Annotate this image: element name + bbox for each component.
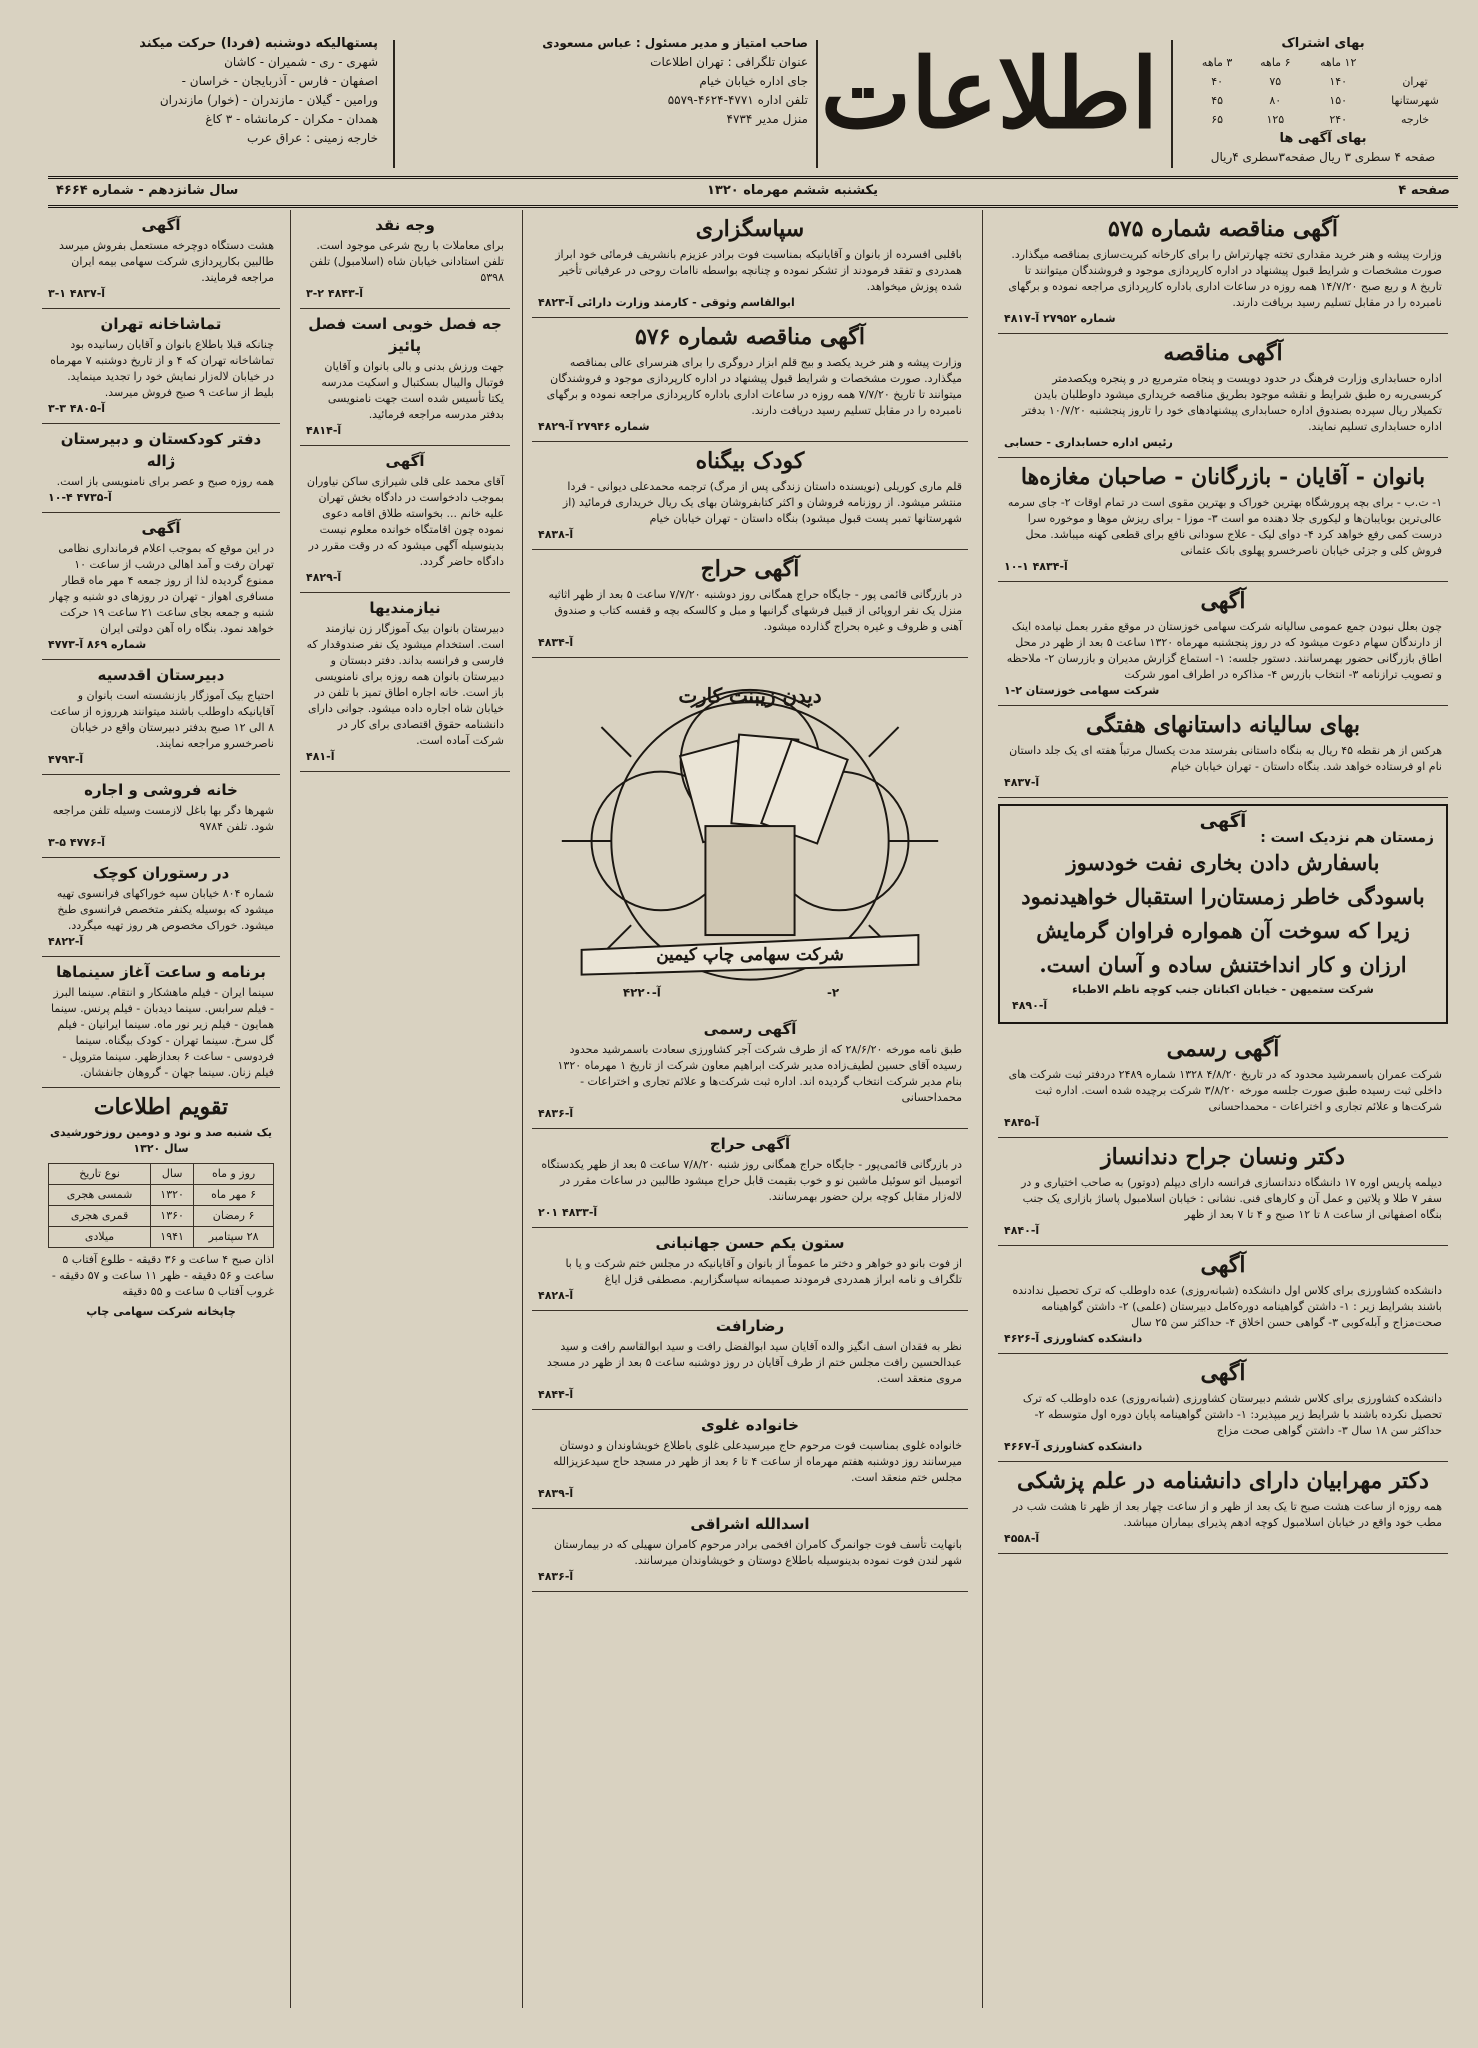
subscription-cell: ۳ ماهه bbox=[1201, 56, 1233, 69]
art-ref2: ۲- bbox=[826, 985, 840, 1000]
subscription-cell: ۶۵ bbox=[1211, 113, 1224, 126]
calendar-cell: ۱۳۶۰ bbox=[151, 1206, 194, 1227]
calendar-cell: قمری هجری bbox=[49, 1206, 151, 1227]
ad-text: ۱- ت.ب - برای بچه پرورشگاه بهترین خوراک و بهترین مقوی است در تمام اوقات ۲- جای سرمه عالی‌ترین بوبایبان‌ها و لیکوری جلا دهنده مو است ۳- موزا - برای ریزش موها و موخوره سرا درست کمی رفع خواهد کرد ۴- دوای لیک - علاج سودانی نافع برای قطعی کهنه میباشد. محل فروش کلی و جزئی خیابان ناصرخسرو پهلوی بانک عثمانی bbox=[1007, 496, 1442, 557]
heater-ad-footer: شرکت ستمیهن - خیابان اکباتان جنب کوچه ناظم الاطباء bbox=[1072, 983, 1374, 996]
ad-block bbox=[998, 1462, 1448, 1554]
ad-ref: آ-۴۸۳۶ bbox=[538, 1107, 574, 1120]
ad-title: دفتر کودکستان و دبیرستان ژاله bbox=[60, 430, 262, 470]
ad-text: آقای محمد علی قلی شیرازی ساکن نیاوران بموجب دادخواست در دادگاه بخش تهران علیه خانم ... بخواسته طلاق اقامه دعوی نموده چون اقامتگاه خوانده معلوم نیست بدینوسیله آگهی میشود که در وقت مقرر در دادگاه حاضر گردد. bbox=[306, 475, 504, 568]
column-c-ads bbox=[300, 210, 510, 772]
column-d bbox=[42, 210, 280, 2008]
ad-block bbox=[42, 424, 280, 513]
ad-title: آگهی مناقصه شماره ۵۷۵ bbox=[1107, 216, 1338, 242]
calendar-header: سال bbox=[151, 1164, 194, 1185]
heater-ad bbox=[998, 804, 1448, 1024]
ad-text: هرکس از هر نقطه ۴۵ ریال به بنگاه داستانی بفرستد مدت یکسال مرتباً هفته ای یک جلد داستان نام او فرستاده خواهد شد. بنگاه داستان - تهران خیابان خیام bbox=[1009, 744, 1442, 773]
subscription-cell: ۶ ماهه bbox=[1260, 56, 1291, 69]
ad-block bbox=[998, 582, 1448, 706]
ad-text: باقلبی افسرده از بانوان و آقایانیکه بمناسبت فوت برادر عزیزم بانشریف فرمائی خود ابراز همدردی و تفقد فرمودند از تشکر نموده و چنانچه بواسطه ناامات روحی در عرفیانی تأخیر شده پوزش میخواهد. bbox=[555, 248, 962, 293]
art-ref: آ-۴۲۲۰ bbox=[622, 985, 661, 1000]
ad-block bbox=[532, 1014, 968, 1129]
ad-text: هشت دستگاه دوچرخه مستعمل بفروش میرسد طالبین بکارپردازی شرکت سهامی بیمه ایران مراجعه فرمایند. bbox=[58, 239, 274, 284]
ad-block bbox=[532, 210, 968, 318]
ad-text: دیپلمه پاریس اوره ۱۷ دانشگاه دندانسازی فرانسه دارای دیپلم (دوتور) به صاحب اختیاری و در سفر ۷ طلا و پلاتین و عمل آن و کارهای فنی. نشانی : خیابان اسلامبول پاساژ بازاری یک جنب بنگاه اصفهانی از ساعت ۸ تا ۱۲ صبح و ۴ تا ۷ بعد از ظهر bbox=[1021, 1176, 1442, 1221]
ad-title: رضارافت bbox=[715, 1317, 785, 1335]
ad-block bbox=[300, 309, 510, 446]
ad-block bbox=[42, 513, 280, 660]
ad-title: آگهی رسمی bbox=[703, 1020, 797, 1038]
calendar-cell: میلادی bbox=[49, 1227, 151, 1248]
heater-ad-lines bbox=[1012, 846, 1434, 982]
ad-title: در رستوران کوچک bbox=[92, 864, 230, 882]
newspaper-logo bbox=[820, 34, 1158, 174]
admin-line: تلفن اداره ۴۷۷۱-۴۶۲۴-۵۵۷۹ bbox=[667, 93, 808, 107]
ad-block bbox=[300, 446, 510, 593]
ad-text: قلم ماری کوریلی (نویسنده داستان زندگی پس از مرگ) ترجمه محمدعلی دیوانی - فردا منتشر میشود. از روزنامه فروشان و اکثر کتابفروشان بهای یک ریال خریداری فرمائید (از شهرستانها تمبر پست قبول میشود) بنگاه داستان - تهران خیابان خیام bbox=[562, 480, 962, 525]
heater-ad-lead: زمستان هم نزدیک است : bbox=[1260, 830, 1434, 846]
ad-title: دکتر مهرابیان دارای دانشنامه در علم پزشکی bbox=[1017, 1468, 1429, 1494]
ad-title: وجه نقد bbox=[375, 216, 435, 234]
ad-text: برای معاملات با ربح شرعی موجود است. تلفن استادانی خیابان شاه (اسلامبول) تلفن ۵۳۹۸ bbox=[309, 239, 504, 284]
ad-block bbox=[42, 858, 280, 957]
ad-title: بانوان - آقایان - بازرگانان - صاحبان مغازه‌ها bbox=[1020, 464, 1426, 490]
ad-ref: آ-۴۸۳۷ bbox=[1004, 776, 1040, 789]
calendar-header-row bbox=[49, 1164, 274, 1185]
ad-block bbox=[532, 1509, 968, 1592]
ad-title: دبیرستان اقدسیه bbox=[97, 666, 225, 684]
calendar-times: اذان صبح ۴ ساعت و ۳۶ دقیقه - طلوع آفتاب ۵ ساعت و ۵۶ دقیقه - ظهر ۱۱ ساعت و ۵۷ دقیقه - غروب آفتاب ۵ ساعت و ۵۵ دقیقه bbox=[51, 1253, 274, 1298]
ad-text: شماره ۸۰۴ خیابان سپه خوراکهای فرانسوی تهیه میشود که بوسیله یکنفر متخصص فرانسوی طبخ میشود. خوراک مخصوص هر روز تهیه میگردد. bbox=[56, 887, 274, 932]
column-a bbox=[998, 210, 1448, 2008]
subscription-cell: ۲۴۰ bbox=[1329, 113, 1348, 126]
issue-number: سال شانزدهم - شماره ۴۶۶۴ bbox=[56, 183, 239, 198]
calendar-cell: ۲۸ سپتامبر bbox=[194, 1227, 274, 1248]
column-b-ads bbox=[532, 210, 968, 658]
subscription-row bbox=[1188, 110, 1458, 129]
masthead-divider bbox=[816, 40, 818, 168]
ad-text: نظر به فقدان اسف انگیز والده آقایان سید ابوالفضل رافت و سید ابوالقاسم رافت و سید عبدالحسین رافت مجلس ختم از طرف آقایان در روز دوشنبه ساعت ۵ بعد از ظهر در مسجد مروی منعقد است. bbox=[546, 1340, 962, 1385]
column-rule bbox=[982, 210, 983, 2008]
ad-title: برنامه و ساعت آغاز سینماها bbox=[56, 963, 266, 981]
ad-ref: آ-۴۸۰۵ ۳-۳ bbox=[48, 402, 106, 415]
art-bottom-text: شرکت سهامی چاپ کیمین bbox=[656, 943, 844, 964]
playing-card-back bbox=[705, 826, 794, 935]
ad-text: اداره حسابداری وزارت فرهنگ در حدود دویست و پنجاه مترمربع در و پنجره ویکصدمتر کربسی‌ربه ره طبق شرایط و نقشه موجود بطریق مناقصه خریداری میشود داوطلبان بایدن تکمیلار ریال سپرده بصندوق اداره حسابداری پیشنهادهای خود را تاروز پنجشنبه ۱۰/۷/۲۰ بدفتر اداره حسابداری تسلیم نمایند. bbox=[1021, 372, 1442, 433]
subscription-table bbox=[1188, 53, 1458, 129]
ad-title: آگهی bbox=[1200, 1252, 1246, 1278]
ad-block bbox=[532, 1228, 968, 1311]
column-rule bbox=[290, 210, 291, 2008]
playing-cards-illustration bbox=[542, 666, 958, 1006]
ad-title: خانواده غلوی bbox=[701, 1416, 799, 1434]
ad-ref: شماره ۲۷۹۵۲ آ-۴۸۱۷ bbox=[1004, 312, 1116, 325]
subscription-cell: ۱۴۰ bbox=[1329, 75, 1348, 88]
ad-title: دکتر ونسان جراح دندانساز bbox=[1101, 1144, 1345, 1170]
ad-text: طبق نامه مورخه ۲۸/۶/۲۰ که از طرف شرکت آجر کشاورزی سعادت باسمرشید محدود رسیده آقای حسین لطیف‌زاده مدیر شرکت ابراهیم معاون شرکت از تاریخ ۱ مهرماه ۱۳۲۰ بنام مدیر شرکت انتخاب گردیده اند. اداره ثبت شرکت‌ها و علائم تجاری و اختراعات - محمداحسانی bbox=[557, 1043, 962, 1104]
masthead-divider bbox=[393, 40, 395, 168]
ad-ref: آ-۴۵۵۸ bbox=[1004, 1532, 1040, 1545]
heater-ad-ref: آ-۴۸۹۰ bbox=[1012, 999, 1048, 1012]
subscription-cell: ۴۵ bbox=[1211, 94, 1224, 107]
ad-ref: شرکت سهامی خوزستان ۲-۱ bbox=[1004, 684, 1160, 697]
ad-text: جهت ورزش بدنی و بالی بانوان و آقایان فوتبال والیبال بسکتبال و اسکیت مدرسه یکتا تأسیس شده است جهت نامنویسی بدفتر مدرسه مراجعه فرمائید. bbox=[321, 360, 504, 421]
masthead-divider bbox=[1171, 40, 1173, 168]
subscription-title: بهای اشتراک bbox=[1281, 36, 1365, 51]
column-c bbox=[300, 210, 510, 2008]
subscription-cell bbox=[1372, 53, 1458, 72]
ad-title: آگهی bbox=[1200, 588, 1246, 614]
ad-text: همه روزه از ساعت هشت صبح تا یک بعد از ظهر و از ساعت چهار بعد از ظهر تا هشت شب در مطب خود واقع در خیابان اسلامبول کوچه ادهم پذیرای بیماران میباشد. bbox=[1013, 1500, 1442, 1529]
calendar-cell: شمسی هجری bbox=[49, 1185, 151, 1206]
mail-line: همدان - مکران - کرمانشاه - ۳ کاغ bbox=[205, 112, 378, 126]
calendar-header: نوع تاریخ bbox=[49, 1164, 151, 1185]
ad-ref: آ-۴۸۲۲ bbox=[48, 935, 84, 948]
ad-title: آگهی bbox=[141, 519, 181, 537]
ad-text: دانشکده کشاورزی برای کلاس اول دانشکده (شبانه‌روزی) عده داوطلب که ترک تحصیل ندادنده باشند بشرایط زیر : ۱- داشتن گواهینامه دوره‌کامل دبیرستان (علمی) ۲- داشتن گواهینامه صحت‌مزاج و آبله‌کوبی ۳- گواهی حسن اخلاق ۴- حداکثر سن ۲۵ سال bbox=[1012, 1284, 1442, 1329]
ad-text: شهرها دگر بها باغل لازمست وسیله تلفن مراجعه شود. تلفن ۹۷۸۴ bbox=[52, 804, 274, 833]
ad-ref: آ-۴۸۳۳ ۲۰۱ bbox=[538, 1206, 598, 1219]
ad-text: همه روزه صبح و عصر برای نامنویسی باز است. bbox=[56, 475, 274, 488]
ad-ref: آ-۴۸۳۸ bbox=[538, 528, 574, 541]
ad-title: آگهی رسمی bbox=[1166, 1036, 1280, 1062]
mail-line: خارجه زمینی : عراق عرب bbox=[247, 131, 378, 145]
subscription-cell: ۱۵۰ bbox=[1329, 94, 1348, 107]
column-rule bbox=[522, 210, 523, 2008]
ad-ref: آ-۴۸۱۴ bbox=[306, 424, 342, 437]
ad-text: احتیاج بیک آموزگار بازنشسته است بانوان و آقایانیکه داوطلب باشند میتوانند هرروزه از ساعت ۸ الی ۱۲ صبح بدفتر دبیرستان واقع در خیابان ناصرخسرو مراجعه نمایند. bbox=[50, 689, 274, 750]
dateline bbox=[48, 176, 1458, 208]
calendar-box bbox=[42, 1088, 280, 1326]
ad-title: آگهی حراج bbox=[700, 556, 800, 582]
ad-text: در این موقع که بموجب اعلام فرمانداری نظامی تهران رفت و آمد اهالی درشب از ساعت ۱۰ ممنوع گردیده لذا از روز جمعه ۴ مهر ماه قطار مسافری اهواز - تهران در روزهای دو شنبه و چهار شنبه و جمعه بجای ساعت ۲۱ ساعت ۱۹ حرکت خواهد نمود. بنگاه راه آهن دولتی ایران bbox=[49, 542, 274, 635]
subscription-cell: ۸۰ bbox=[1269, 94, 1282, 107]
ad-text: دبیرستان بانوان بیک آموزگار زن نیازمند است. استخدام میشود یک نفر صندوقدار که فارسی و فرانسه بداند. دفتر دبستان و دبیرستان بانوان همه روزه برای نامنویسی باز است. خانه اجاره اطاق تمیز با تلفن در خیابان شاه اجاره داده میشود. جوانی دارای دانشنامه حقوق اقتصادی برای کار در شرکت آماده است. bbox=[306, 622, 504, 747]
mail-line: ورامین - گیلان - مازندران - (خوار) مازندران bbox=[159, 93, 378, 107]
ad-block bbox=[998, 1246, 1448, 1354]
ad-title: سپاسگزاری bbox=[695, 216, 805, 242]
ad-title: آگهی مناقصه شماره ۵۷۶ bbox=[634, 324, 865, 350]
ad-block bbox=[998, 458, 1448, 582]
mail-schedule bbox=[48, 34, 378, 174]
subscription-cell: تهران bbox=[1402, 75, 1428, 88]
ad-ref: دانشکده کشاورزی آ-۴۶۶۷ bbox=[1004, 1440, 1143, 1453]
ad-title: جه فصل خوبی است فصل پائیز bbox=[308, 315, 502, 355]
ad-block bbox=[300, 593, 510, 772]
subscription-row bbox=[1188, 53, 1458, 72]
heater-ad-title: آگهی bbox=[1199, 811, 1247, 832]
mail-line: اصفهان - فارس - آذربایجان - خراسان - bbox=[181, 74, 378, 88]
subscription-cell: ۱۲۵ bbox=[1266, 113, 1285, 126]
ad-block bbox=[532, 1410, 968, 1509]
ad-title: آگهی bbox=[141, 216, 181, 234]
ad-ref: آ-۴۸۱ bbox=[306, 750, 335, 763]
ad-ref: شماره ۸۶۹ آ-۴۷۷۳ bbox=[48, 638, 147, 651]
ad-block bbox=[532, 550, 968, 658]
heater-ad-line: ارزان و کار انداختنش ساده و آسان است. bbox=[1039, 952, 1407, 977]
calendar-row bbox=[49, 1227, 274, 1248]
ad-block bbox=[998, 1030, 1448, 1138]
calendar-cell: ۱۳۲۰ bbox=[151, 1185, 194, 1206]
ad-block bbox=[998, 1138, 1448, 1246]
subscription-cell: شهرستانها bbox=[1391, 94, 1439, 107]
ad-text: در بازرگانی قائمی پور - جایگاه حراج همگانی روز دوشنبه ۷/۷/۲۰ ساعت ۵ بعد از ظهر اثاثیه منزل یک نفر اروپائی از قبیل فرشهای گرانبها و مبل و کالسکه بچه و قفسه کتاب و صندوق آهنی و ظروف و غیره بحراج گذارده میشود. bbox=[548, 588, 962, 633]
ad-block bbox=[42, 309, 280, 424]
ad-block bbox=[532, 1311, 968, 1410]
page-number: صفحه ۴ bbox=[1398, 183, 1450, 198]
ad-block bbox=[998, 1354, 1448, 1462]
column-a-ads bbox=[998, 210, 1448, 798]
ad-text: خانواده غلوی بمناسبت فوت مرحوم حاج میرسیدعلی غلوی باطلاع خویشاوندان و دوستان میرسانند روز دوشنبه هفتم مهرماه از ساعت ۴ تا ۶ بعد از ظهر در مسجد حاج سیدعزیزالله مجلس ختم منعقد است. bbox=[553, 1439, 962, 1484]
art-top-text: دیدن زیبنت کارت bbox=[678, 683, 822, 708]
ad-ref: آ-۴۷۷۶ ۵-۳ bbox=[48, 836, 106, 849]
calendar-row bbox=[49, 1185, 274, 1206]
subscription-cell: خارجه bbox=[1400, 113, 1430, 126]
ad-text: در بازرگانی قائمی‌پور - جایگاه حراج همگانی روز شنبه ۷/۸/۲۰ ساعت ۵ بعد از ظهر یکدستگاه اتومبیل اتو سوئیل ماشین نو و خوب بقیمت قابل حراج میشود طالبین در ساعات مقرر در لاله‌زار مقابل کوچه برلن حضور بهمرسانند. bbox=[541, 1158, 962, 1203]
ad-title: نیازمندیها bbox=[369, 599, 441, 617]
heater-ad-line: زیرا که سوخت آن همواره فراوان گرمایش bbox=[1036, 918, 1410, 943]
ad-text: سینما ایران - فیلم ماهشکار و انتقام. سینما البرز - فیلم سرابس. سینما دیدبان - فیلم پرنس. سینما همایون - فیلم زیر نور ماه. سینما ایرانیان - فیلم گل سرخ. سینما تهران - کودک بیگناه. سینما فردوسی - ساعت ۶ بعدازظهر. سینما متروپل - فیلم زنان. سینما جهان - گروهان جانفشان. bbox=[51, 986, 274, 1079]
calendar-table bbox=[48, 1163, 274, 1248]
ad-text: وزارت پیشه و هنر خرید یکصد و بیج قلم ابزار دروگری را برای هنرسرای عالی بمناقصه میگذارد. صورت مشخصات و شرایط قبول پیشنهاد در اداره کارپردازی موجود و فروشندگان میتوانند تا تاریخ ۷/۷/۲۰ همه روزه در ساعات اداری باداره کارپردازی مراجعه نموده و برگهای نامبرده را در مقابل تسلیم رسید دریافت دارند. bbox=[546, 356, 962, 417]
ad-text: بانهایت تأسف فوت جوانمرگ کامران افخمی برادر مرحوم کامران سهیلی که در بیمارستان شهر لندن فوت نموده بدینوسیله باطلاع دوستان و خویشاوندان میرسانند. bbox=[554, 1538, 962, 1567]
ad-ref: شماره ۲۷۹۴۶ آ-۴۸۲۹ bbox=[538, 420, 650, 433]
ads-price-title: بهای آگهی ها bbox=[1279, 131, 1367, 146]
ad-title: ستون یکم حسن جهانبانی bbox=[655, 1234, 845, 1252]
admin-line: عنوان تلگرافی : تهران اطلاعات bbox=[650, 55, 808, 69]
subscription-cell: ۴۰ bbox=[1211, 75, 1224, 88]
ad-ref: ابوالقاسم وثوقی - کارمند وزارت دارائی آ-۴۸۲۳ bbox=[538, 296, 795, 309]
ad-block bbox=[42, 957, 280, 1088]
ad-block bbox=[42, 660, 280, 775]
calendar-header: روز و ماه bbox=[194, 1164, 274, 1185]
ad-ref: آ-۴۸۲۸ bbox=[538, 1289, 574, 1302]
ad-ref: آ-۴۷۹۳ bbox=[48, 753, 84, 766]
ad-ref: آ-۴۸۳۷ ۱-۳ bbox=[48, 287, 106, 300]
ad-title: کودک بیگناه bbox=[695, 448, 805, 474]
calendar-subtitle: یک شنبه صد و نود و دومین روزخورشیدی سال ۱۳۲۰ bbox=[49, 1126, 273, 1155]
ad-block bbox=[42, 210, 280, 309]
ad-ref: آ-۴۸۲۹ bbox=[306, 571, 342, 584]
ad-ref: آ-۴۸۳۶ bbox=[538, 1570, 574, 1583]
subscription-cell: ۱۲ ماهه bbox=[1320, 56, 1357, 69]
ad-title: آگهی bbox=[385, 452, 425, 470]
playing-cards-ad bbox=[542, 666, 958, 1006]
ad-ref: دانشکده کشاورزی آ-۴۶۲۶ bbox=[1004, 1332, 1143, 1345]
ad-text: شرکت عمران باسمرشید محدود که در تاریخ ۴/۸/۲۰ ۱۳۲۸ شماره ۲۴۸۹ دردفتر ثبت شرکت های داخلی ثبت رسیده طبق صورت جلسه مورخه ۳/۸/۲۰ شرکت برچیده شده است. اداره ثبت شرکت‌ها و علائم تجاری و اختراعات - محمداحسانی bbox=[1008, 1068, 1442, 1113]
ad-block bbox=[998, 210, 1448, 334]
column-b bbox=[532, 210, 968, 2008]
calendar-row bbox=[49, 1206, 274, 1227]
printer-name: چاپخانه شرکت سهامی چاپ bbox=[86, 1305, 236, 1318]
ad-ref: آ-۴۷۳۵ ۴-۱۰ bbox=[48, 491, 112, 504]
ad-block bbox=[532, 442, 968, 550]
calendar-cell: ۱۹۴۱ bbox=[151, 1227, 194, 1248]
mail-schedule-title: پستهالیکه دوشنبه (فردا) حرکت میکند bbox=[139, 36, 378, 51]
subscription-cell: ۷۵ bbox=[1269, 75, 1282, 88]
ads-price-text: صفحه ۴ سطری ۳ ریال صفحه۳سطری ۴ریال bbox=[1210, 150, 1436, 164]
ad-block bbox=[998, 706, 1448, 798]
ad-ref: آ-۴۸۳۴ bbox=[538, 636, 574, 649]
column-a-lower-ads bbox=[998, 1030, 1448, 1554]
logo-text: اطلاعات bbox=[820, 37, 1158, 150]
ad-ref: آ-۴۸۴۵ bbox=[1004, 1116, 1040, 1129]
masthead bbox=[48, 34, 1458, 174]
ad-title: تماشاخانه تهران bbox=[100, 315, 222, 333]
ad-block bbox=[532, 318, 968, 442]
subscription-box bbox=[1188, 34, 1458, 174]
ad-text: چون بعلل نبودن جمع عمومی سالیانه شرکت سهامی خوزستان در موقع مقرر بعمل نیامده اینک از دارندگان سهام دعوت میشود که در روز پنجشنبه مهرماه ۱۳۲۰ ساعت ۵ بعد از ظهر در محل اطاق بازرگانی حضور بهمرسانند. دستور جلسه: ۱- استماع گزارش مدیران و بازرسان ۲- ملاحظه و تصویب ترازنامه ۳- انتخاب بازرس ۴- مذاکره در اطراف امور شرکت bbox=[1006, 620, 1442, 681]
mail-line: شهری - ری - شمیران - کاشان bbox=[224, 55, 378, 69]
heater-ad-line: باسفارش دادن بخاری نفت خودسوز bbox=[1066, 850, 1380, 875]
ad-title: بهای سالیانه داستانهای هفتگی bbox=[1086, 712, 1360, 738]
ad-title: خانه فروشی و اجاره bbox=[84, 781, 238, 799]
admin-line: صاحب امتیاز و مدیر مسئول : عباس مسعودی bbox=[542, 36, 808, 50]
admin-line: جای اداره خیابان خیام bbox=[699, 74, 808, 88]
ad-ref: آ-۴۸۴۰ bbox=[1004, 1224, 1040, 1237]
column-b-lower-ads bbox=[532, 1014, 968, 1592]
ad-ref: آ-۴۸۳۹ bbox=[538, 1487, 574, 1500]
ad-title: آگهی حراج bbox=[709, 1135, 791, 1153]
admin-info bbox=[428, 34, 808, 174]
calendar-cell: ۶ رمضان bbox=[194, 1206, 274, 1227]
ad-block bbox=[998, 334, 1448, 458]
subscription-row bbox=[1188, 91, 1458, 110]
ad-ref: رئیس اداره حسابداری - حسابی bbox=[1004, 436, 1173, 449]
ad-text: چنانکه قبلا باطلاع بانوان و آقایان رسانیده بود تماشاخانه تهران که ۴ و از تاریخ دوشنبه ۷ مهرماه در خیابان لاله‌زار نمایش خود را تجدید مینماید. بلیط از ساعت ۹ صبح فروش میرسد. bbox=[50, 338, 274, 399]
ad-title: اسدالله اشراقی bbox=[690, 1515, 810, 1533]
ad-ref: آ-۴۸۴۴ bbox=[538, 1388, 574, 1401]
ad-title: آگهی bbox=[1200, 1360, 1246, 1386]
issue-date: یکشنبه ششم مهرماه ۱۳۲۰ bbox=[706, 183, 878, 198]
ad-block bbox=[42, 775, 280, 858]
ad-block bbox=[532, 1129, 968, 1228]
ad-ref: آ-۴۸۴۳ ۲-۳ bbox=[306, 287, 364, 300]
subscription-row bbox=[1188, 72, 1458, 91]
ad-title: آگهی مناقصه bbox=[1163, 340, 1283, 366]
calendar-title: تقویم اطلاعات bbox=[93, 1094, 229, 1120]
ad-block bbox=[300, 210, 510, 309]
mail-schedule-lines bbox=[48, 53, 378, 148]
admin-line: منزل مدیر ۴۷۳۴ bbox=[726, 112, 808, 126]
ad-text: دانشکده کشاورزی برای کلاس ششم دبیرستان کشاورزی (شبانه‌روزی) عده داوطلب که ترک تحصیل نکرده باشند با شرایط زیر میپذیرد: ۱- داشتن گواهینامه پایان دوره اول متوسطه ۲- حداکثر سن ۱۸ سال ۳- داشتن گواهی صحت مزاج bbox=[1022, 1392, 1442, 1437]
ad-text: وزارت پیشه و هنر خرید مقداری تخته چهارتراش را برای کارخانه کبریت‌سازی بمناقصه میگذارد. صورت مشخصات و شرایط قبول پیشنهاد در اداره کارپردازی موجود و فروشندگان میتوانند تا تاریخ ۸ و ربع صبح ۱۴/۷/۲۰ همه روزه در ساعات اداری باداره کارپردازی مراجعه نموده و برگهای نامبرده را در مقابل تسلیم رسید بریافت دارند. bbox=[1008, 248, 1442, 309]
column-d-ads bbox=[42, 210, 280, 1088]
ad-ref: آ-۴۸۳۴ ۱-۱۰ bbox=[1004, 560, 1068, 573]
heater-ad-line: باسودگی خاطر زمستان‌را استقبال خواهیدنمود bbox=[1021, 884, 1425, 909]
ad-text: از فوت بانو دو خواهر و دختر ما عموماً از بانوان و آقایانیکه در مجلس ختم شرکت و یا با تلگراف و نامه ابراز همدردی فرمودند صمیمانه سپاسگزاریم. مصطفی قزل ایاغ bbox=[565, 1257, 962, 1286]
calendar-cell: ۶ مهر ماه bbox=[194, 1185, 274, 1206]
